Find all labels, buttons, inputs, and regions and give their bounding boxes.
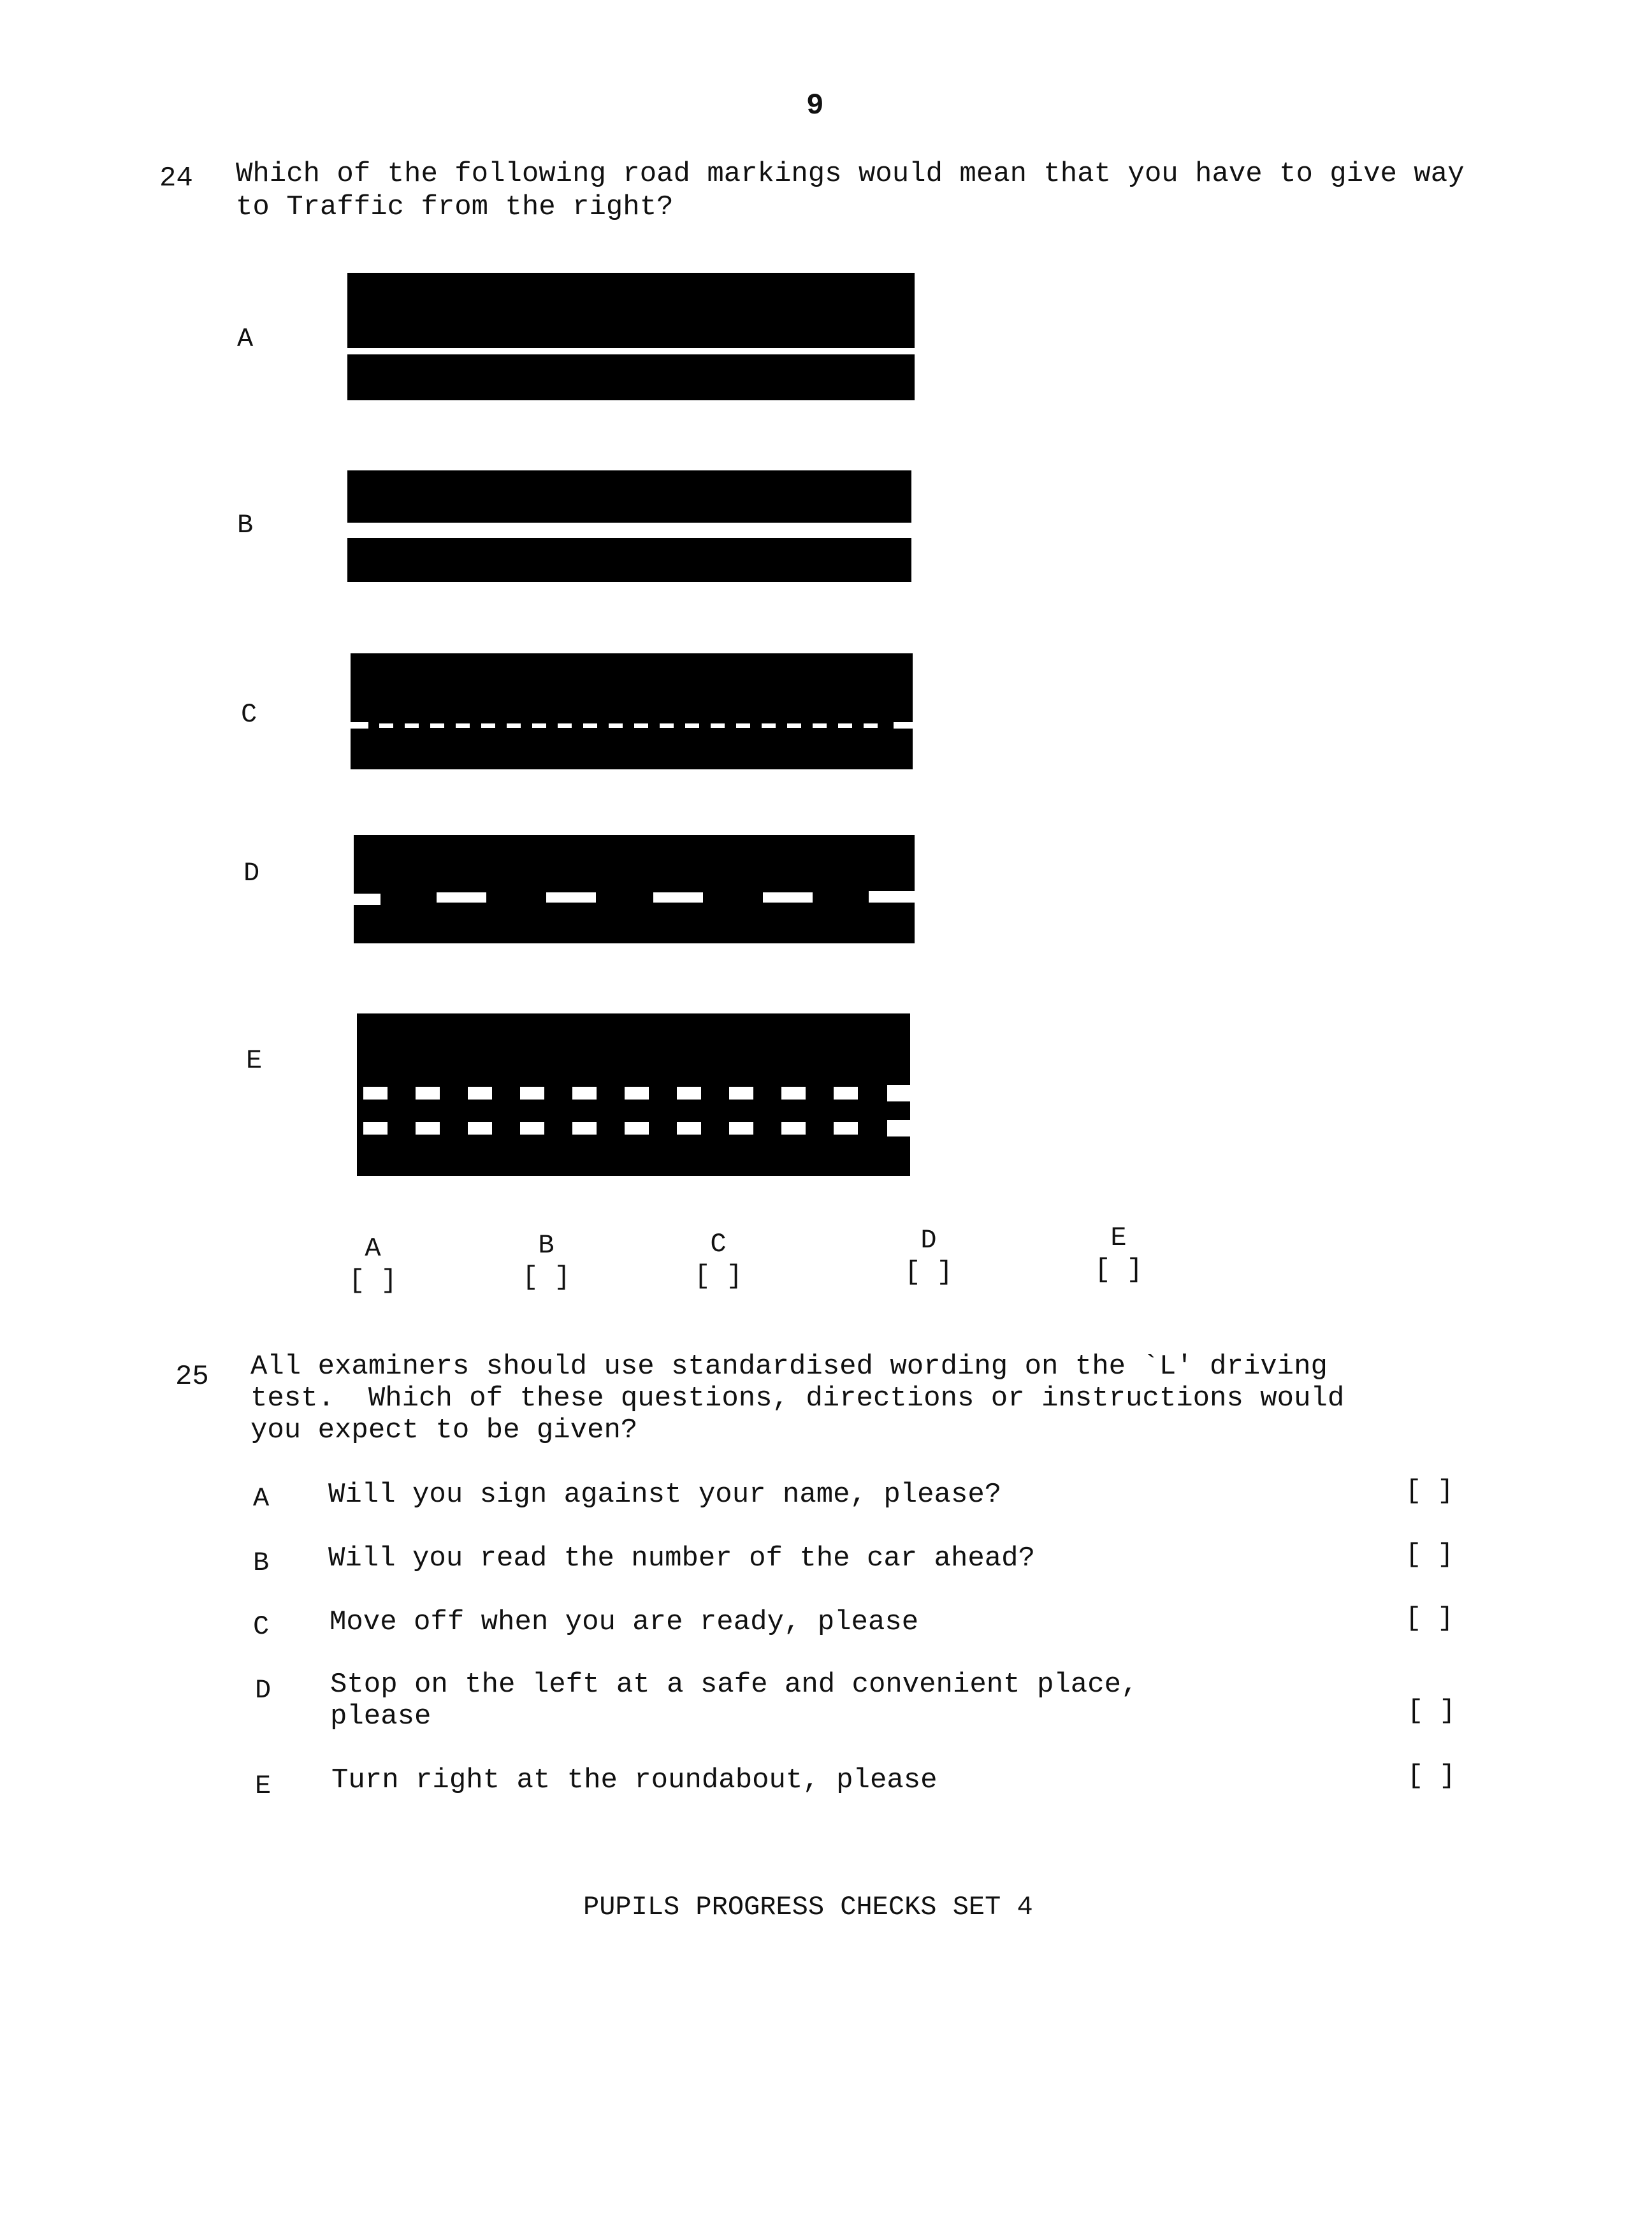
marking-letter-c: C bbox=[241, 699, 257, 730]
q25-option-a-text: Will you sign against your name, please? bbox=[328, 1479, 1002, 1511]
marking-c-dash bbox=[736, 723, 750, 728]
road-marking-c bbox=[351, 653, 913, 769]
marking-e-dash-lower bbox=[729, 1122, 753, 1135]
footer: PUPILS PROGRESS CHECKS SET 4 bbox=[583, 1892, 1033, 1922]
marking-c-dash bbox=[430, 723, 444, 728]
marking-letter-d: D bbox=[243, 858, 260, 889]
answer-letter-d: D bbox=[920, 1225, 937, 1256]
q25-option-d-text-line-1: Stop on the left at a safe and convenient place, bbox=[330, 1669, 1138, 1701]
q25-option-e-letter: E bbox=[255, 1771, 272, 1801]
marking-d-dash bbox=[653, 892, 703, 903]
marking-c-dash bbox=[711, 723, 725, 728]
marking-c-dash bbox=[787, 723, 801, 728]
marking-c-end-stripe bbox=[351, 722, 368, 729]
answer-box-c[interactable]: [ ] bbox=[694, 1261, 743, 1291]
marking-e-dash-lower bbox=[572, 1122, 597, 1135]
marking-e-dash-upper bbox=[834, 1087, 858, 1100]
marking-e-dash-lower bbox=[416, 1122, 440, 1135]
q25-text-line-3: you expect to be given? bbox=[250, 1414, 638, 1446]
marking-e-end-stripe bbox=[887, 1120, 910, 1136]
marking-e-dash-upper bbox=[625, 1087, 649, 1100]
answer-letter-e: E bbox=[1110, 1223, 1127, 1253]
marking-e-dash-upper bbox=[416, 1087, 440, 1100]
answer-box-e[interactable]: [ ] bbox=[1094, 1254, 1143, 1285]
marking-c-dash bbox=[685, 723, 699, 728]
marking-e-dash-upper bbox=[677, 1087, 701, 1100]
marking-c-dash bbox=[864, 723, 878, 728]
marking-e-dash-upper bbox=[468, 1087, 492, 1100]
marking-c-dash bbox=[634, 723, 648, 728]
marking-e-dash-lower bbox=[363, 1122, 388, 1135]
marking-e-dash-upper bbox=[520, 1087, 544, 1100]
marking-letter-b: B bbox=[237, 510, 254, 541]
marking-c-dash bbox=[762, 723, 776, 728]
q25-option-a-letter: A bbox=[253, 1483, 270, 1514]
answer-box-a[interactable]: [ ] bbox=[349, 1265, 397, 1296]
marking-c-dash bbox=[507, 723, 521, 728]
q25-option-d-text-line-2: please bbox=[330, 1701, 431, 1732]
marking-d-dash bbox=[437, 892, 486, 903]
q25-option-c-text: Move off when you are ready, please bbox=[330, 1606, 919, 1638]
q25-option-b-letter: B bbox=[253, 1548, 270, 1578]
answer-letter-a: A bbox=[365, 1233, 381, 1264]
q24-text: Which of the following road markings would mean that you have to give way to Traffic from the right? bbox=[236, 158, 1465, 223]
marking-c-end-stripe bbox=[894, 722, 913, 729]
marking-c-dash bbox=[660, 723, 674, 728]
marking-c-dash bbox=[532, 723, 546, 728]
q25-option-e-text: Turn right at the roundabout, please bbox=[331, 1764, 938, 1796]
q25-text-line-1: All examiners should use standardised wording on the `L' driving bbox=[250, 1351, 1328, 1383]
q25-option-c-letter: C bbox=[253, 1611, 270, 1642]
marking-d-dash bbox=[546, 892, 596, 903]
road-marking-b bbox=[347, 470, 911, 582]
marking-letter-e: E bbox=[246, 1045, 263, 1076]
marking-c-dash bbox=[558, 723, 572, 728]
q25-text-line-2: test. Which of these questions, directions or instructions would bbox=[250, 1383, 1345, 1414]
marking-c-dash bbox=[456, 723, 470, 728]
q25-option-d-box[interactable]: [ ] bbox=[1407, 1695, 1456, 1726]
q25-option-c-box[interactable]: [ ] bbox=[1405, 1603, 1454, 1634]
marking-c-dash bbox=[379, 723, 393, 728]
road-marking-e bbox=[357, 1013, 910, 1176]
marking-e-dash-upper bbox=[572, 1087, 597, 1100]
marking-e-dash-upper bbox=[363, 1087, 388, 1100]
marking-e-dash-lower bbox=[625, 1122, 649, 1135]
q24-number: 24 bbox=[159, 163, 193, 194]
marking-c-dash bbox=[583, 723, 597, 728]
marking-e-dash-lower bbox=[781, 1122, 806, 1135]
marking-e-dash-lower bbox=[834, 1122, 858, 1135]
road-marking-d bbox=[354, 835, 915, 943]
q25-option-e-box[interactable]: [ ] bbox=[1407, 1761, 1456, 1791]
answer-letter-c: C bbox=[710, 1229, 727, 1260]
q25-number: 25 bbox=[175, 1361, 209, 1393]
marking-e-dash-lower bbox=[520, 1122, 544, 1135]
road-marking-a bbox=[347, 273, 915, 400]
page-number: 9 bbox=[806, 89, 824, 122]
q25-option-b-text: Will you read the number of the car ahead? bbox=[328, 1543, 1035, 1574]
marking-c-dash bbox=[838, 723, 852, 728]
marking-e-dash-upper bbox=[781, 1087, 806, 1100]
marking-c-dash bbox=[813, 723, 827, 728]
marking-c-dash bbox=[609, 723, 623, 728]
answer-box-b[interactable]: [ ] bbox=[522, 1262, 570, 1293]
marking-e-dash-lower bbox=[677, 1122, 701, 1135]
marking-c-dash bbox=[481, 723, 495, 728]
marking-e-dash-upper bbox=[729, 1087, 753, 1100]
marking-d-end-stripe bbox=[354, 894, 380, 905]
answer-letter-b: B bbox=[538, 1230, 554, 1261]
marking-d-dash bbox=[763, 892, 813, 903]
marking-e-dash-lower bbox=[468, 1122, 492, 1135]
marking-d-end-stripe bbox=[869, 891, 915, 903]
marking-e-end-stripe bbox=[887, 1085, 910, 1101]
q25-option-a-box[interactable]: [ ] bbox=[1405, 1476, 1454, 1506]
marking-letter-a: A bbox=[237, 324, 254, 354]
q25-option-d-letter: D bbox=[255, 1675, 272, 1706]
q25-option-b-box[interactable]: [ ] bbox=[1405, 1539, 1454, 1570]
answer-box-d[interactable]: [ ] bbox=[904, 1257, 953, 1288]
marking-c-dash bbox=[405, 723, 419, 728]
